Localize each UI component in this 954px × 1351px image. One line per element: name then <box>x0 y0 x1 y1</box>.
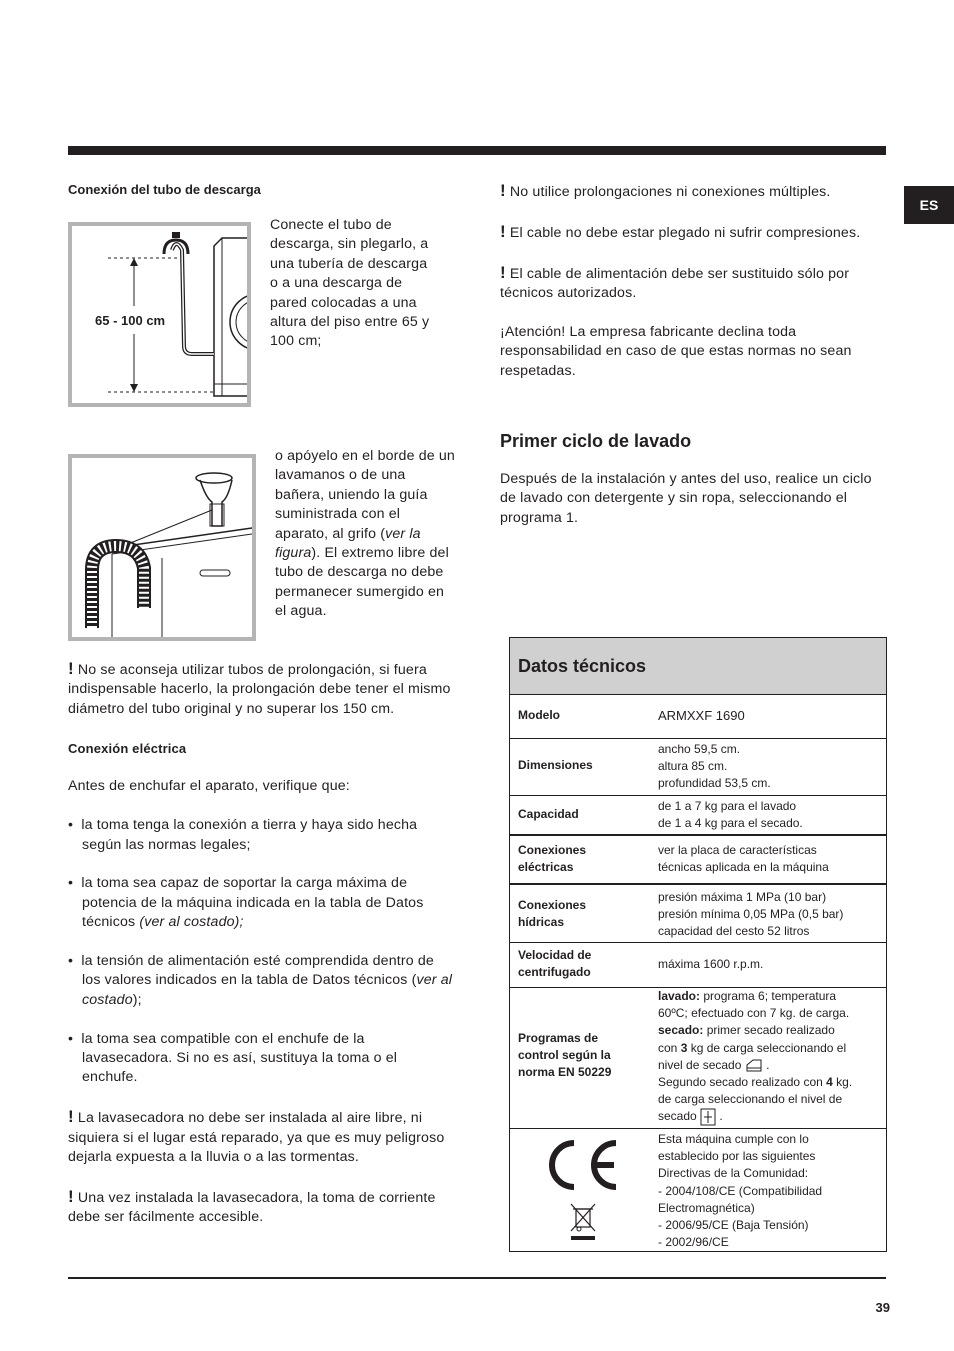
table-row-model <box>510 695 886 739</box>
value-line: - 2002/96/CE <box>658 1235 729 1250</box>
crossed-bin-icon <box>568 1201 598 1243</box>
table-row-spin <box>510 943 886 988</box>
value-line: de 1 a 7 kg para el lavado <box>658 799 797 813</box>
table-row-programs <box>510 988 886 1129</box>
drain-heading: Conexión del tubo de descarga <box>68 182 261 197</box>
value-text: kg. <box>832 1075 853 1090</box>
value-line: ver la placa de características <box>658 843 817 857</box>
tech-header <box>510 638 886 695</box>
compliance-text <box>658 1131 880 1251</box>
drain-line: descarga, sin plegarlo, a <box>270 236 429 253</box>
value-line: 60ºC; efectuado con 7 kg. de carga. <box>658 1006 850 1021</box>
value-line: profundidad 53,5 cm. <box>658 776 771 791</box>
electric-intro: Antes de enchufar el aparato, verifique que: <box>68 778 350 795</box>
electric-heading: Conexión eléctrica <box>68 740 187 756</box>
warning-1-text: No utilice prolongaciones ni conexiones múltiples. <box>509 184 831 200</box>
value-line: Esta máquina cumple con lo <box>658 1132 809 1146</box>
drain-text-2a: o apóyelo en el borde de un lavamanos o de una bañera, uniendo la guía suministrada con el aparato, al grifo ( <box>275 448 455 542</box>
bullet-text-end: ); <box>132 991 142 1008</box>
attention-text: ¡Atención! La empresa fabricante declina toda responsabilidad en caso de que estas normas no sean respetadas. <box>500 323 852 379</box>
bullet-item: • la tensión de alimentación esté comprendida dentro de los valores indicados en la tabla de Datos técnicos (ver al costado); <box>68 953 453 1008</box>
drain-line: o a una descarga de <box>270 275 403 292</box>
warning-2-text: El cable no debe estar plegado ni sufrir compresiones. <box>509 224 861 241</box>
row-label <box>518 947 591 981</box>
row-label <box>518 842 586 876</box>
row-value <box>658 842 880 876</box>
table-row-capacity <box>510 796 886 836</box>
bottom-rule <box>68 1277 886 1279</box>
top-rule <box>68 146 886 155</box>
row-label <box>518 1030 611 1081</box>
value-text: nivel de secado <box>658 1057 742 1072</box>
value-line: Electromagnética) <box>658 1200 755 1215</box>
row-value <box>658 741 880 793</box>
warning-mark: ! <box>500 262 506 282</box>
drain-line: 100 cm; <box>270 333 322 350</box>
value-line: altura 85 cm. <box>658 759 728 774</box>
label-line: Conexiones <box>518 898 587 912</box>
tech-title: Datos técnicos <box>518 656 647 676</box>
label-line: norma EN 50229 <box>518 1065 612 1079</box>
table-row-compliance <box>510 1129 886 1251</box>
warning-mark: ! <box>500 181 506 200</box>
tech-data-table <box>509 637 887 1252</box>
warning-1 <box>500 181 880 202</box>
value-line: de 1 a 4 kg para el secado. <box>658 816 803 831</box>
row-label: Capacidad <box>518 807 579 821</box>
left-body <box>68 659 454 1228</box>
value-text: Segundo secado realizado con <box>658 1075 827 1090</box>
value-text: . <box>716 1109 723 1124</box>
label-line: Velocidad de <box>518 948 592 962</box>
bullet-text: la toma sea compatible con el enchufe de la lavasecadora. Si no es así, sustituya la toma o el enchufe. <box>81 1030 398 1086</box>
drain-text-1 <box>270 216 452 352</box>
row-value: ARMXXF 1690 <box>658 708 745 723</box>
value-line <box>658 1040 880 1057</box>
value-text: con <box>658 1040 681 1055</box>
bullet-italic: (ver al costado); <box>139 914 244 931</box>
label-line: Programas de <box>518 1031 599 1045</box>
value-line <box>658 988 880 1005</box>
warning-3 <box>500 263 880 304</box>
label-line: hídricas <box>518 915 565 929</box>
bold-term: lavado: <box>658 989 701 1003</box>
value-line: presión mínima 0,05 MPa (0,5 bar) <box>658 907 844 922</box>
table-row-dimensions <box>510 739 886 796</box>
value-line <box>658 1108 880 1126</box>
bullet-text: la tensión de alimentación esté comprendida dentro de los valores indicados en la tabla de Datos técnicos ( <box>81 953 434 989</box>
ce-mark-icon <box>544 1137 620 1193</box>
warning-extension-text: No se aconseja utilizar tubos de prolongación, si fuera indispensable hacerlo, la prolongación debe tener el mismo diámetro del tubo original y no superar los 150 cm. <box>68 662 451 717</box>
bullet-item: • la toma sea capaz de soportar la carga máxima de potencia de la máquina indicada en la tabla de Datos técnicos (ver al costado); <box>68 875 424 931</box>
warning-access-text: Una vez instalada la lavasecadora, la toma de corriente debe ser fácilmente accesible. <box>68 1189 436 1226</box>
warning-mark: ! <box>68 1186 74 1206</box>
language-tab <box>904 186 954 224</box>
bullet-text: la toma sea capaz de soportar la carga máxima de potencia de la máquina indicada en la tabla de Datos técnicos <box>81 875 424 931</box>
row-value: máxima 1600 r.p.m. <box>658 957 764 971</box>
value-text: primer secado realizado <box>703 1023 835 1038</box>
warning-2 <box>500 222 880 243</box>
bullet-italic: ver al costado <box>82 972 453 1008</box>
value-line: Directivas de la Comunidad: <box>658 1166 809 1181</box>
table-row-electric <box>510 836 886 885</box>
measure-label: 65 - 100 cm <box>95 313 166 328</box>
warning-extension <box>68 659 454 719</box>
drain-text-2-italic: ver la figura <box>275 525 421 562</box>
value-text: kg de carga seleccionando el <box>687 1040 847 1055</box>
table-row-hydraulic <box>510 885 886 943</box>
row-value <box>658 798 880 832</box>
drying-level-cupboard-icon <box>745 1059 763 1073</box>
warning-mark: ! <box>68 659 74 678</box>
bold-term: secado: <box>658 1023 704 1038</box>
value-line: - 2006/95/CE (Baja Tensión) <box>658 1218 809 1233</box>
first-cycle-heading: Primer ciclo de lavado <box>500 431 692 451</box>
value-line <box>658 1074 880 1091</box>
row-value <box>658 988 880 1126</box>
bullet-text: la toma tenga la conexión a tierra y haya sido hecha según las normas legales; <box>81 817 418 853</box>
value-text: programa 6; temperatura <box>700 989 837 1003</box>
label-line: centrifugado <box>518 965 591 979</box>
warning-mark: ! <box>500 221 506 241</box>
language-tab-label: ES <box>919 197 939 213</box>
bullet-item: • la toma sea compatible con el enchufe de la lavasecadora. Si no es así, sustituya la toma o el enchufe. <box>68 1030 398 1086</box>
row-label: Dimensiones <box>518 758 593 772</box>
drain-text-2 <box>275 447 455 622</box>
label-line: eléctricas <box>518 860 574 874</box>
value-line <box>658 1022 880 1039</box>
warning-outdoor <box>68 1107 454 1167</box>
value-line: técnicas aplicada en la máquina <box>658 860 829 875</box>
drain-line: Conecte el tubo de <box>270 217 392 233</box>
value-line: - 2004/108/CE (Compatibilidad <box>658 1183 823 1198</box>
row-label <box>518 897 586 931</box>
value-line: capacidad del cesto 52 litros <box>658 924 810 939</box>
value-line: presión máxima 1 MPa (10 bar) <box>658 890 827 904</box>
value-text: secado <box>658 1109 697 1124</box>
bold-term: 3 <box>680 1040 688 1055</box>
warning-3-text: El cable de alimentación debe ser sustituido sólo por técnicos autorizados. <box>500 265 850 301</box>
row-value <box>658 889 880 941</box>
first-cycle-text: Después de la instalación y antes del uso, realice un ciclo de lavado con detergente y sin ropa, seleccionando el programa 1. <box>500 471 872 526</box>
row-label: Modelo <box>518 708 560 722</box>
bold-term: 4 <box>826 1075 833 1090</box>
value-line: establecido por las siguientes <box>658 1149 816 1164</box>
bullet-item: • la toma tenga la conexión a tierra y haya sido hecha según las normas legales; <box>68 817 418 853</box>
sink-hose-figure <box>68 454 256 641</box>
drain-line: altura del piso entre 65 y <box>270 314 430 331</box>
value-line <box>658 1057 880 1074</box>
warning-outdoor-text: La lavasecadora no debe ser instalada al aire libre, ni siquiera si el lugar está reparado, ya que es muy peligroso dejarla expuesta a la lluvia o a las tormentas. <box>68 1110 445 1166</box>
value-line: ancho 59,5 cm. <box>658 742 741 756</box>
warning-mark: ! <box>68 1107 74 1127</box>
label-line: control según la <box>518 1048 611 1062</box>
drain-text-2b: ). El extremo libre del tubo de descarga no debe permanecer sumergido en el agua. <box>275 545 449 620</box>
right-body <box>500 181 880 381</box>
value-line: de carga seleccionando el nivel de <box>658 1092 843 1107</box>
page-number: 39 <box>875 1300 890 1315</box>
drying-level-iron-icon <box>700 1108 716 1126</box>
value-text: . <box>762 1057 770 1072</box>
drain-line: una tubería de descarga <box>270 255 428 272</box>
label-line: Conexiones <box>518 843 587 857</box>
warning-access <box>68 1187 454 1228</box>
drain-line: pared colocadas a una <box>270 294 417 311</box>
